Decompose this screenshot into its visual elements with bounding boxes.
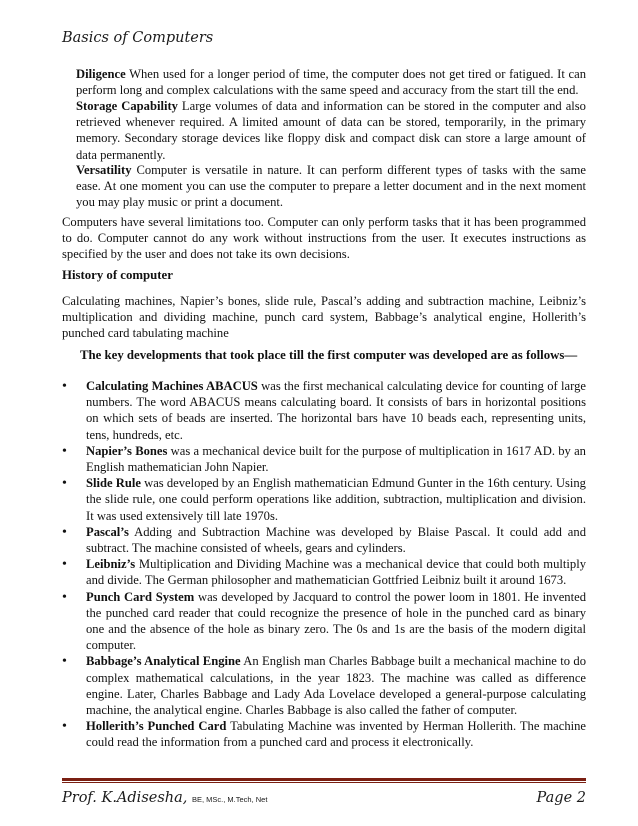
feature-term: Diligence <box>76 67 126 81</box>
bullet-icon <box>62 718 74 735</box>
page-number: Page 2 <box>536 790 586 806</box>
item-text: was developed by Jacquard to control the power loom in 1801. He invented the punched card reader that could recognize the presence of hole in the punched card as binary one and the absence of the hole as binary zero. The 0s and 1s are the basis of the modern digital computer. <box>86 589 586 653</box>
feature-text: Large volumes of data and information can be stored in the computer and also retrieved whenever required. A limited amount of data can be stored, temporarily, in the primary memory. Secondary storage devices like floppy disk and compact disk can store a large amount of data permanently. <box>76 99 586 162</box>
feature-text: When used for a longer period of time, the computer does not get tired or fatigued. It can perform long and complex calculations with the same speed and accuracy from the start till the end. <box>76 67 586 98</box>
feature-term: Storage Capability <box>76 99 178 113</box>
feature-term: Versatility <box>76 163 132 177</box>
history-intro: Calculating machines, Napier’s bones, slide rule, Pascal’s adding and subtraction machine, Leibniz’s multiplication and dividing machine, punch card system, Babbage’s analytical engine, Hollerith’s punched card tabulating machine <box>62 294 586 341</box>
item-term: Leibniz’s <box>86 557 136 572</box>
bullet-icon <box>62 653 74 670</box>
list-item <box>62 653 586 718</box>
list-item <box>62 589 586 654</box>
developments-list <box>62 378 586 751</box>
footer-author <box>62 790 267 806</box>
history-heading: History of computer <box>62 268 173 282</box>
list-item <box>62 378 586 443</box>
feature-storage-capability <box>76 98 586 163</box>
bullet-icon <box>62 556 74 573</box>
author-name: Prof. K.Adisesha, <box>62 790 188 806</box>
item-text: Tabulating Machine was invented by Herman Hollerith. The machine could read the information from a punched card and process it electronically. <box>86 719 587 750</box>
item-text: was developed by an English mathematician Edmund Gunter in the 16th century. Using the slide rule, one could perform operations like addition, subtraction, multiplication and division. It was used extensively till late 1970s. <box>86 476 586 523</box>
list-item <box>62 475 586 524</box>
footer-rule <box>62 778 586 781</box>
bullet-icon <box>62 589 74 606</box>
list-item <box>62 443 586 475</box>
list-item <box>62 524 586 556</box>
item-term: Babbage’s Analytical Engine <box>86 654 241 669</box>
item-text: Multiplication and Dividing Machine was a mechanical device that could both multiply and divide. The German philosopher and mathematician Gottfried Leibniz built it around 1673. <box>86 557 586 588</box>
footer-rule-thin <box>62 782 586 783</box>
bullet-icon <box>62 443 74 460</box>
feature-diligence <box>76 66 586 98</box>
item-text: was the first mechanical calculating device for counting of large numbers. The word ABACUS means calculating board. It consists of bars in horizontal positions on which sets of beads are inserted. The horizontal bars have 10 beads each, representing units, tens, hundreds, etc. <box>86 379 586 442</box>
author-qualifications: BE, MSc., M.Tech, Net <box>191 795 268 804</box>
feature-text: Computer is versatile in nature. It can perform different types of tasks with the same ease. At one moment you can use the computer to prepare a letter document and in the next moment you may play music or print a document. <box>76 163 586 210</box>
item-text: Adding and Subtraction Machine was developed by Blaise Pascal. It could add and subtract. The machine consisted of wheels, gears and cylinders. <box>86 524 586 556</box>
item-term: Slide Rule <box>86 476 141 491</box>
bullet-icon <box>62 524 74 541</box>
key-developments-heading: The key developments that took place till the first computer was developed are as follows— <box>80 348 578 362</box>
item-term: Calculating Machines ABACUS <box>86 379 258 393</box>
item-term: Hollerith’s Punched Card <box>86 719 227 734</box>
bullet-icon <box>62 475 74 492</box>
page-header-title: Basics of Computers <box>62 30 214 46</box>
item-term: Punch Card System <box>86 589 195 604</box>
limitations-paragraph: Computers have several limitations too. Computer can only perform tasks that it has been programmed to do. Computer cannot do any work without instructions from the user. It executes instructions as specified by the user and does not take its own decisions. <box>62 215 586 262</box>
item-term: Pascal’s <box>86 524 129 539</box>
item-term: Napier’s Bones <box>86 443 168 458</box>
list-item <box>62 718 586 750</box>
list-item <box>62 556 586 588</box>
feature-versatility <box>76 162 586 211</box>
item-text: was a mechanical device built for the purpose of multiplication in 1617 AD. by an English mathematician John Napier. <box>86 443 586 475</box>
bullet-icon <box>62 378 74 395</box>
item-text: An English man Charles Babbage built a mechanical machine to do complex mathematical calculations, in the year 1823. The machine was called as difference engine. Later, Charles Babbage and Lady Ada Lovelace developed a general-purpose calculating machine, the analytical engine. Charles Babbage is also called the father of computer. <box>86 654 586 718</box>
